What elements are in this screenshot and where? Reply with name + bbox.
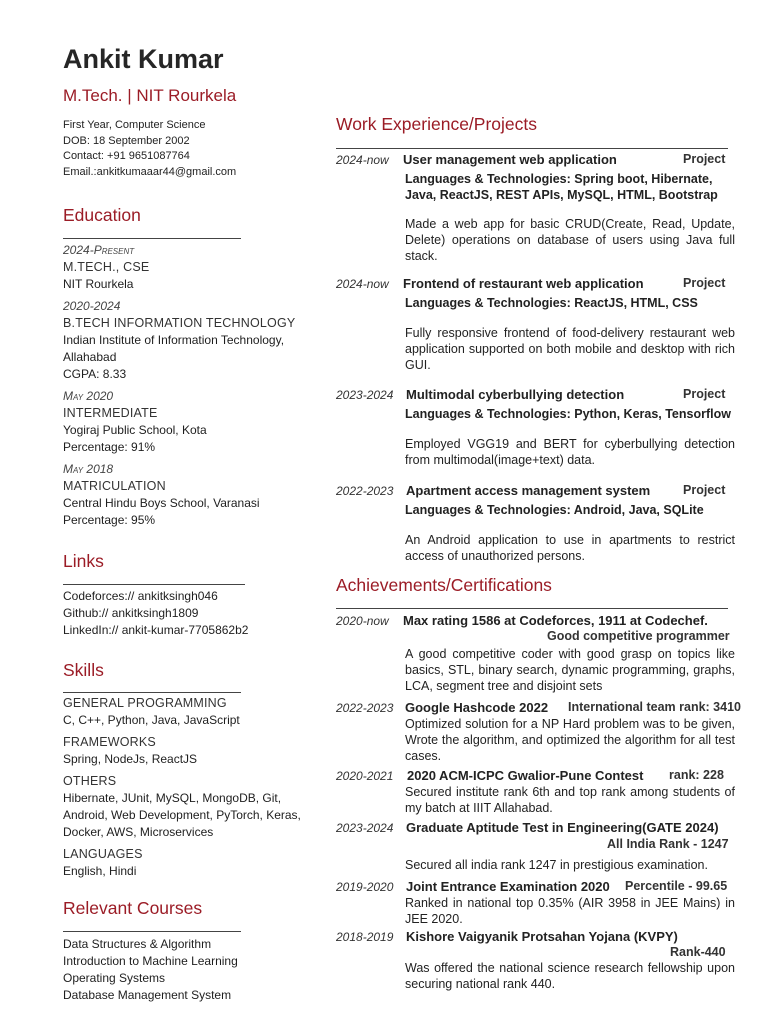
course-item: Introduction to Machine Learning [63,954,238,968]
edu-date: May 2018 [63,462,114,476]
skills-rule [63,692,241,693]
links-rule [63,584,245,585]
entry-title: Multimodal cyberbullying detection [406,387,625,402]
entry-tag: Project [683,276,726,290]
entry-tag: Percentile - 99.65 [625,879,728,893]
courses-rule [63,931,241,932]
links-title: Links [63,551,104,571]
entry-tag: rank: 228 [669,768,724,782]
skill-group-text: Hibernate, JUnit, MySQL, MongoDB, Git, Android, Web Development, PyTorch, Keras, Docker, AWS, Microservices [63,791,301,839]
skills-title: Skills [63,660,104,680]
skill-group-text: English, Hindi [63,864,137,878]
info-line: DOB: 18 September 2002 [63,134,190,147]
edu-line: Indian Institute of Information Technology, [63,333,285,347]
entry-date: 2024-now [336,277,389,291]
achievements-title: Achievements/Certifications [336,575,552,595]
entry-desc: Was offered the national science research fellowship upon securing national rank 440. [405,961,735,991]
edu-degree: M.TECH., CSE [63,260,150,274]
edu-line: Yogiraj Public School, Kota [63,423,207,437]
entry-tag: International team rank: 3410 [568,700,741,714]
entry-desc: Secured all india rank 1247 in prestigious examination. [405,858,708,872]
info-line: First Year, Computer Science [63,119,206,131]
entry-tag: Project [683,152,726,166]
edu-date: 2020-2024 [63,299,121,313]
entry-tech: Languages & Technologies: ReactJS, HTML, CSS [405,296,698,310]
achievements-rule [336,608,728,609]
entry-title: Frontend of restaurant web application [403,276,644,291]
course-item: Data Structures & Algorithm [63,937,212,951]
entry-date: 2019-2020 [336,880,394,894]
entry-date: 2022-2023 [336,484,394,498]
work-title: Work Experience/Projects [336,114,538,134]
entry-tech: Languages & Technologies: Spring boot, Hibernate, Java, ReactJS, REST APIs, MySQL, HTML, Bootstrap [405,172,718,202]
resume-degree: M.Tech. | NIT Rourkela [63,86,237,105]
skill-group-name: FRAMEWORKS [63,735,156,749]
linkedin-link[interactable]: LinkedIn:// ankit-kumar-7705862b2 [63,623,249,637]
edu-line: NIT Rourkela [63,277,134,291]
entry-date: 2024-now [336,153,389,167]
entry-tech: Languages & Technologies: Python, Keras, Tensorflow [405,407,731,421]
entry-desc: Made a web app for basic CRUD(Create, Read, Update, Delete) operations on database of users using Java full stack. [405,217,735,263]
entry-date: 2018-2019 [336,930,394,944]
edu-line: Allahabad [63,350,117,364]
skill-group-name: LANGUAGES [63,847,143,861]
course-item: Database Management System [63,988,232,1002]
entry-date: 2023-2024 [336,388,394,402]
info-line: Email.:ankitkumaaar44@gmail.com [63,165,237,178]
entry-desc: An Android application to use in apartments to restrict access of unauthorized persons. [405,533,735,563]
skill-group-name: OTHERS [63,774,117,788]
entry-subtitle: Rank-440 [670,945,726,959]
education-title: Education [63,205,141,225]
entry-tech: Languages & Technologies: Android, Java, SQLite [405,503,704,517]
entry-tag: Project [683,387,726,401]
codeforces-link[interactable]: Codeforces:// ankitksingh046 [63,589,218,603]
entry-title: User management web application [403,152,617,167]
entry-date: 2020-2021 [336,769,394,783]
edu-line: Central Hindu Boys School, Varanasi [63,496,260,510]
entry-subtitle: All India Rank - 1247 [607,837,729,851]
entry-desc: Fully responsive frontend of food-delivery restaurant web application supported on both mobile and desktop with rich GUI. [405,326,735,372]
edu-date: May 2020 [63,389,114,403]
entry-title: Graduate Aptitude Test in Engineering(GATE 2024) [406,820,719,835]
edu-degree: INTERMEDIATE [63,406,158,420]
edu-date: 2024-Present [63,243,135,257]
skill-group-name: GENERAL PROGRAMMING [63,696,227,710]
entry-date: 2023-2024 [336,821,394,835]
entry-tag: Project [683,483,726,497]
education-rule [63,238,241,239]
edu-degree: B.TECH INFORMATION TECHNOLOGY [63,316,296,330]
info-line: Contact: +91 9651087764 [63,150,190,162]
entry-subtitle: Good competitive programmer [547,629,730,643]
entry-desc: Ranked in national top 0.35% (AIR 3958 in JEE Mains) in JEE 2020. [405,896,735,926]
entry-title: Kishore Vaigyanik Protsahan Yojana (KVPY) [406,929,678,944]
entry-title: Apartment access management system [406,483,651,498]
entry-date: 2020-now [336,614,389,628]
edu-line: CGPA: 8.33 [63,367,127,381]
courses-title: Relevant Courses [63,898,203,918]
work-rule [336,148,728,149]
links-list [63,588,313,639]
skill-group-text: Spring, NodeJs, ReactJS [63,752,198,766]
entry-date: 2022-2023 [336,701,394,715]
skills-list [63,695,318,880]
entry-desc: A good competitive coder with good grasp on topics like basics, STL, binary search, dynamic programming, graphs, LCA, segment tree and disjoint sets [405,647,735,693]
edu-line: Percentage: 95% [63,513,156,527]
entry-title: Joint Entrance Examination 2020 [406,879,610,894]
edu-line: Percentage: 91% [63,440,156,454]
skill-group-text: C, C++, Python, Java, JavaScript [63,713,240,727]
github-link[interactable]: Github:// ankitksingh1809 [63,606,199,620]
entry-title: Max rating 1586 at Codeforces, 1911 at Codechef. [403,613,708,628]
entry-desc: Secured institute rank 6th and top rank among students of my batch at IIIT Allahabad. [405,785,735,815]
entry-desc: Employed VGG19 and BERT for cyberbullying detection from multimodal(image+text) data. [405,437,735,467]
edu-degree: MATRICULATION [63,479,166,493]
course-item: Operating Systems [63,971,166,985]
courses-list [63,936,313,1004]
resume-name: Ankit Kumar [63,44,224,74]
entry-title: Google Hashcode 2022 [405,700,549,715]
entry-title: 2020 ACM-ICPC Gwalior-Pune Contest [407,768,644,783]
education-list [63,242,313,529]
entry-desc: Optimized solution for a NP Hard problem was to be given, Wrote the algorithm, and optimized the algorithm for all test cases. [405,717,735,763]
personal-info [63,118,236,180]
